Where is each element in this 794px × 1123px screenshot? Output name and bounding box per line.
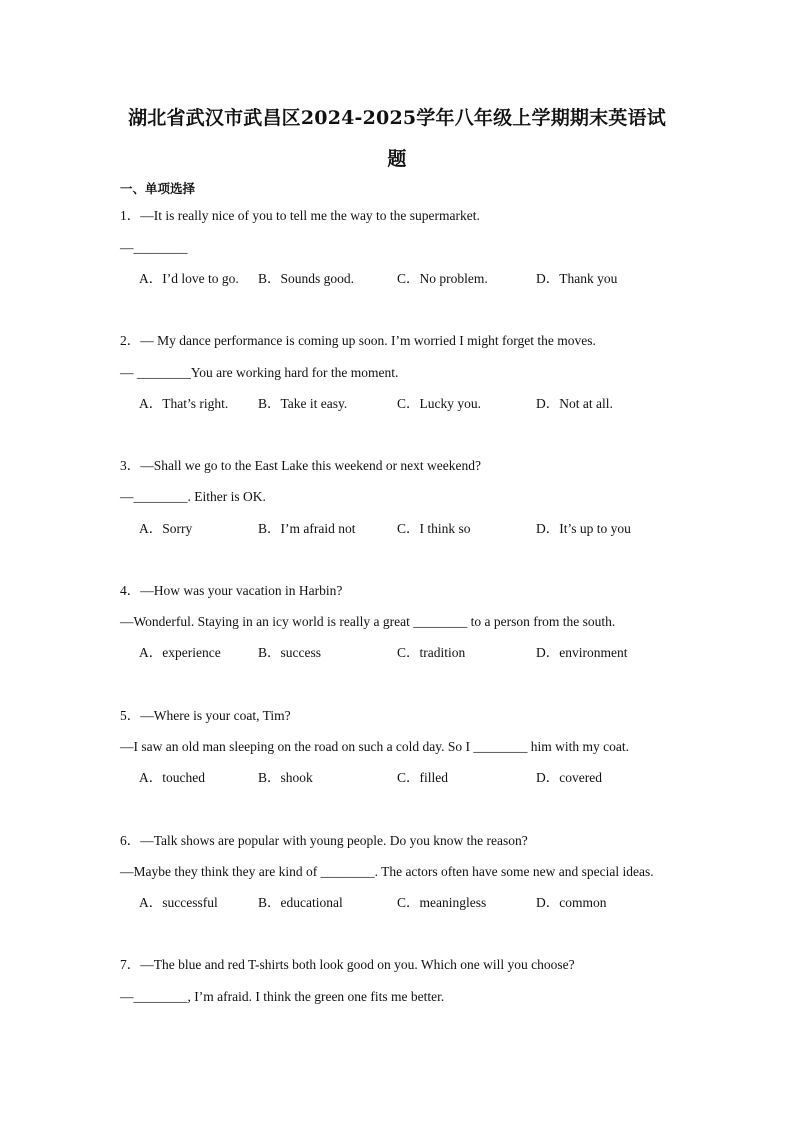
- option-c: C．I think so: [397, 521, 471, 536]
- option-a: A．Sorry: [139, 521, 193, 536]
- option-d: D．Not at all.: [536, 396, 613, 411]
- option-d: D．Thank you: [536, 271, 618, 286]
- question-stem: 1．—It is really nice of you to tell me the way to the supermarket.: [120, 208, 480, 223]
- question-stem: 7．—The blue and red T-shirts both look good on you. Which one will you choose?: [120, 957, 575, 972]
- question-stem: 6．—Talk shows are popular with young people. Do you know the reason?: [120, 833, 528, 848]
- option-b: B．shook: [258, 770, 313, 785]
- option-a: A．experience: [139, 645, 221, 660]
- page-title-continued: 题: [387, 148, 407, 170]
- option-b: B．Take it easy.: [258, 396, 348, 411]
- option-d: D．It’s up to you: [536, 521, 631, 536]
- question-reply: —________, I’m afraid. I think the green one fits me better.: [120, 989, 445, 1004]
- option-b: B．Sounds good.: [258, 271, 355, 286]
- question-reply: —Maybe they think they are kind of ________. The actors often have some new and special ideas.: [120, 864, 654, 879]
- question-reply: —________: [120, 240, 188, 255]
- option-a: A．touched: [139, 770, 205, 785]
- question-stem: 4．—How was your vacation in Harbin?: [120, 583, 343, 598]
- option-b: B．I’m afraid not: [258, 521, 356, 536]
- question-stem: 2．— My dance performance is coming up soon. I’m worried I might forget the moves.: [120, 333, 596, 348]
- question-reply: —Wonderful. Staying in an icy world is really a great ________ to a person from the south.: [120, 614, 616, 629]
- option-a: A．I’d love to go.: [139, 271, 239, 286]
- option-a: A．successful: [139, 895, 218, 910]
- option-c: C．Lucky you.: [397, 396, 481, 411]
- option-c: C．meaningless: [397, 895, 487, 910]
- option-b: B．success: [258, 645, 321, 660]
- option-b: B．educational: [258, 895, 343, 910]
- option-c: C．No problem.: [397, 271, 488, 286]
- option-d: D．common: [536, 895, 607, 910]
- option-c: C．tradition: [397, 645, 466, 660]
- question-reply: — ________You are working hard for the moment.: [120, 365, 399, 380]
- option-c: C．filled: [397, 770, 448, 785]
- question-reply: —I saw an old man sleeping on the road on such a cold day. So I ________ him with my coat.: [120, 739, 630, 754]
- option-a: A．That’s right.: [139, 396, 229, 411]
- question-reply: —________. Either is OK.: [120, 489, 266, 504]
- question-stem: 3．—Shall we go to the East Lake this weekend or next weekend?: [120, 458, 482, 473]
- option-d: D．environment: [536, 645, 628, 660]
- page-title: 湖北省武汉市武昌区2024-2025学年八年级上学期期末英语试: [128, 107, 666, 129]
- section-heading: 一、单项选择: [120, 181, 196, 196]
- question-stem: 5．—Where is your coat, Tim?: [120, 708, 291, 723]
- option-d: D．covered: [536, 770, 602, 785]
